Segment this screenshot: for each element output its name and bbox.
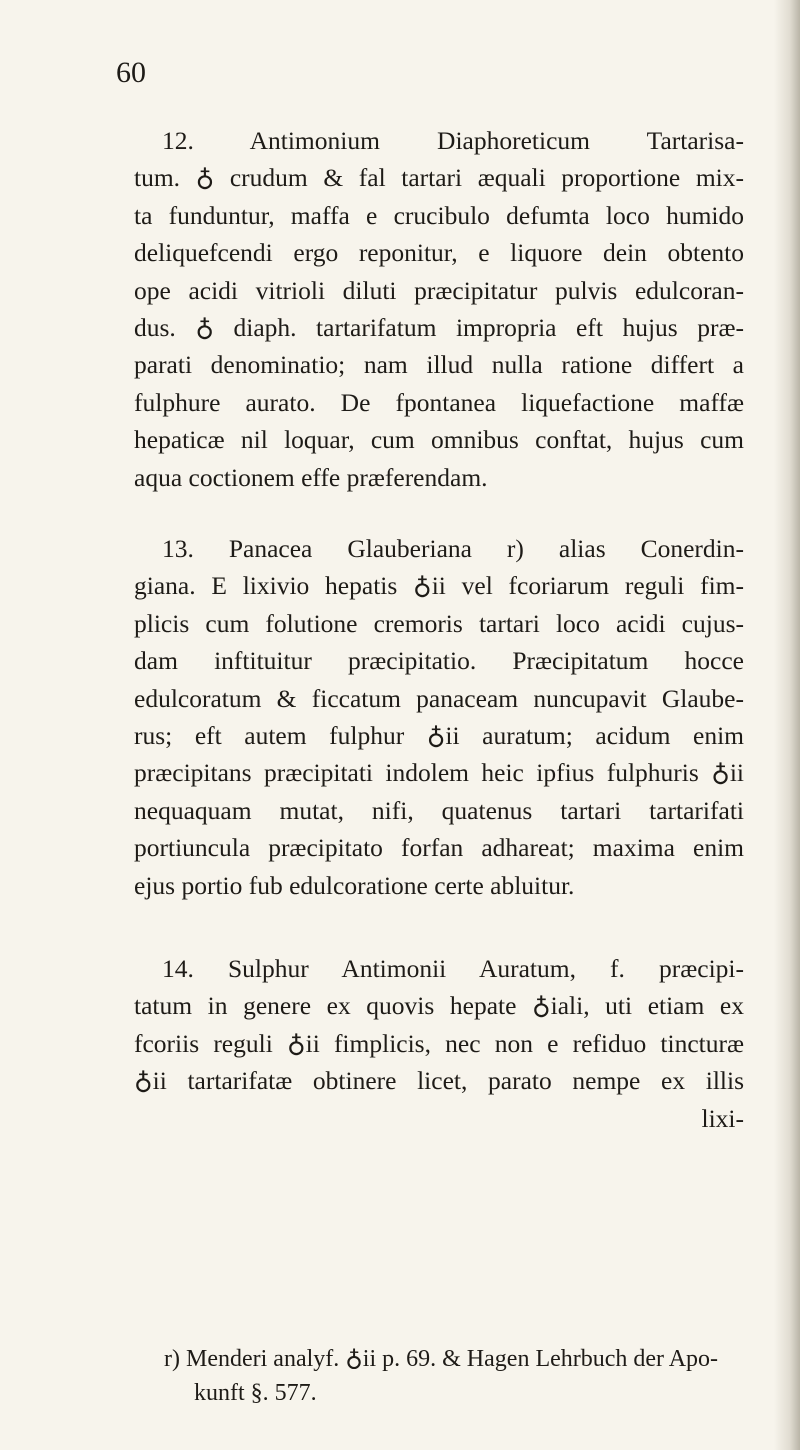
text-line: 13. Panacea Glauberiana r) alias Conerdin- [162,534,744,563]
text-line: ope acidi vitrioli diluti præcipitatur pulvis edulcoran- [134,275,744,305]
text-line: rus; eft autem fulphur ♁ii auratum; acidum enim [134,721,744,751]
text-line: lixi- [701,1103,744,1133]
text-line: plicis cum folutione cremoris tartari loco acidi cujus- [134,608,744,638]
text-line: giana. E lixivio hepatis ♁ii vel fcoriarum reguli fim- [134,571,744,601]
section-12 [134,122,744,496]
text-line: ta funduntur, maffa e crucibulo defumta loco humido [134,200,744,230]
text-line: 12. Antimonium Diaphoreticum Tartarisa- [162,126,744,155]
text-line: tum. ♁ crudum & fal tartari æquali proportione mix- [134,163,744,193]
text-line: hepaticæ nil loquar, cum omnibus conftat, hujus cum [134,425,744,455]
text-line: ejus portio fub edulcoratione certe abluitur. [134,870,575,900]
text-line: ♁ii tartarifatæ obtinere licet, parato nempe ex illis [134,1066,744,1096]
footnote-line: r) Menderi analyf. ♁ii p. 69. & Hagen Lehrbuch der Apo- [164,1346,719,1372]
text-line: 14. Sulphur Antimonii Auratum, f. præcipi- [162,954,744,983]
text-line: fulphure aurato. De fpontanea liquefactione maffæ [134,387,744,417]
text-line: dus. ♁ diaph. tartarifatum impropria eft hujus præ- [134,313,744,343]
text-line: dam inftituitur præcipitatio. Præcipitatum hocce [134,646,744,676]
footnote [164,1342,764,1410]
footnote-line: kunft §. 577. [194,1380,317,1406]
text-line: deliquefcendi ergo reponitur, e liquore dein obtento [134,238,744,268]
section-14 [134,950,744,1137]
text-line: edulcoratum & ficcatum panaceam nuncupavit Glaube- [134,683,744,713]
text-line: aqua coctionem effe præferendam. [134,462,488,492]
text-line: fcoriis reguli ♁ii fimplicis, nec non e refiduo tincturæ [134,1028,744,1058]
text-line: parati denominatio; nam illud nulla ratione differt a [134,350,744,380]
section-13 [134,530,744,904]
page-edge-shadow [774,0,800,1450]
text-line: tatum in genere ex quovis hepate ♁iali, uti etiam ex [134,991,744,1021]
text-line: nequaquam mutat, nifi, quatenus tartari tartarifati [134,795,744,825]
page-number: 60 [116,56,146,89]
text-line: præcipitans præcipitati indolem heic ipfius fulphuris ♁ii [134,758,744,788]
text-line: portiuncula præcipitato forfan adhareat; maxima enim [134,833,744,863]
